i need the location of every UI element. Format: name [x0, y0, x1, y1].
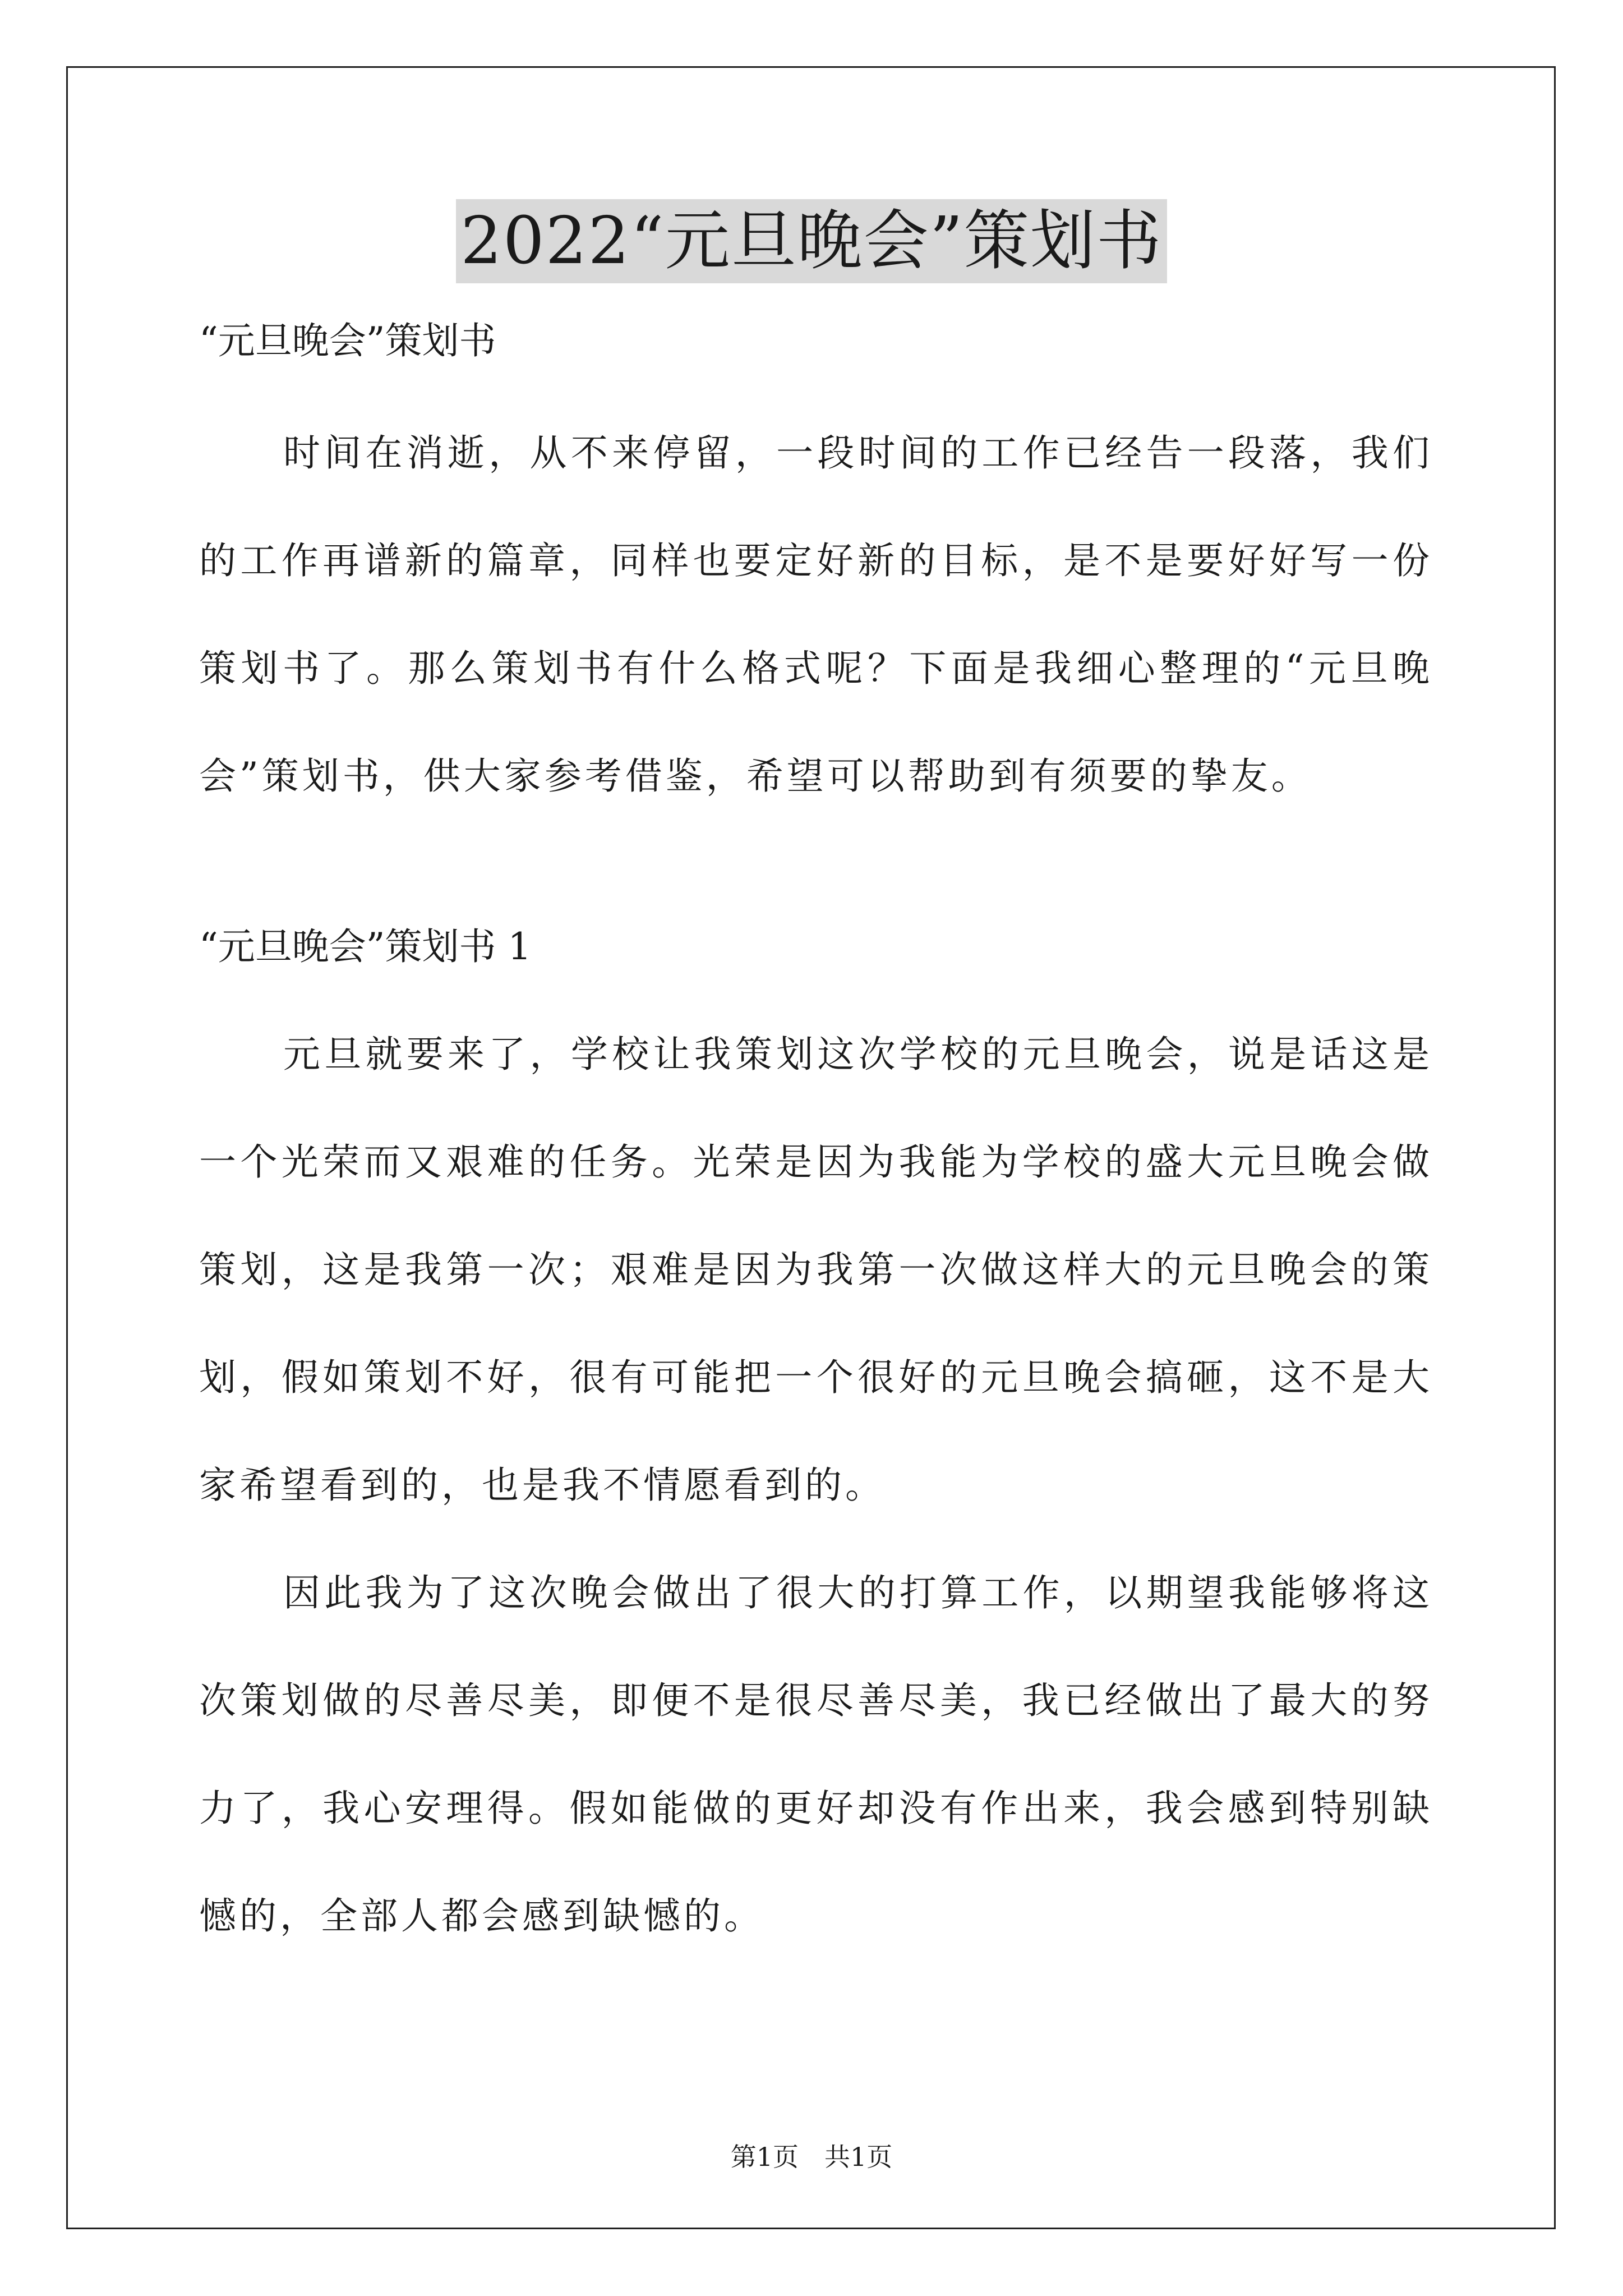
title-container	[0, 199, 1623, 283]
document-body	[199, 314, 1433, 1970]
section-1-heading: “元旦晚会”策划书 1	[199, 925, 532, 968]
document-subtitle: “元旦晚会”策划书	[199, 319, 496, 362]
section-1-paragraph-1: 元旦就要来了，学校让我策划这次学校的元旦晚会，说是话这是一个光荣而又艰难的任务。光荣是因为我能为学校的盛大元旦晚会做策划，这是我第一次；艰难是因为我第一次做这样大的元旦晚会的策划，假如策划不好，很有可能把一个很好的元旦晚会搞砸，这不是大家希望看到的，也是我不情愿看到的。	[199, 1033, 1433, 1507]
intro-paragraph: 时间在消逝，从不来停留，一段时间的工作已经告一段落，我们的工作再谱新的篇章，同样也要定好新的目标，是不是要好好写一份策划书了。那么策划书有什么格式呢？下面是我细心整理的“元旦晚会”策划书，供大家参考借鉴，希望可以帮助到有须要的挚友。	[199, 431, 1433, 798]
page-footer: 第1页 共1页	[730, 2142, 893, 2172]
section-1-paragraph-2: 因此我为了这次晚会做出了很大的打算工作，以期望我能够将这次策划做的尽善尽美，即便不是很尽善尽美，我已经做出了最大的努力了，我心安理得。假如能做的更好却没有作出来，我会感到特别缺憾的，全部人都会感到缺憾的。	[199, 1571, 1433, 1938]
document-title: 2022“元旦晚会”策划书	[456, 199, 1167, 283]
